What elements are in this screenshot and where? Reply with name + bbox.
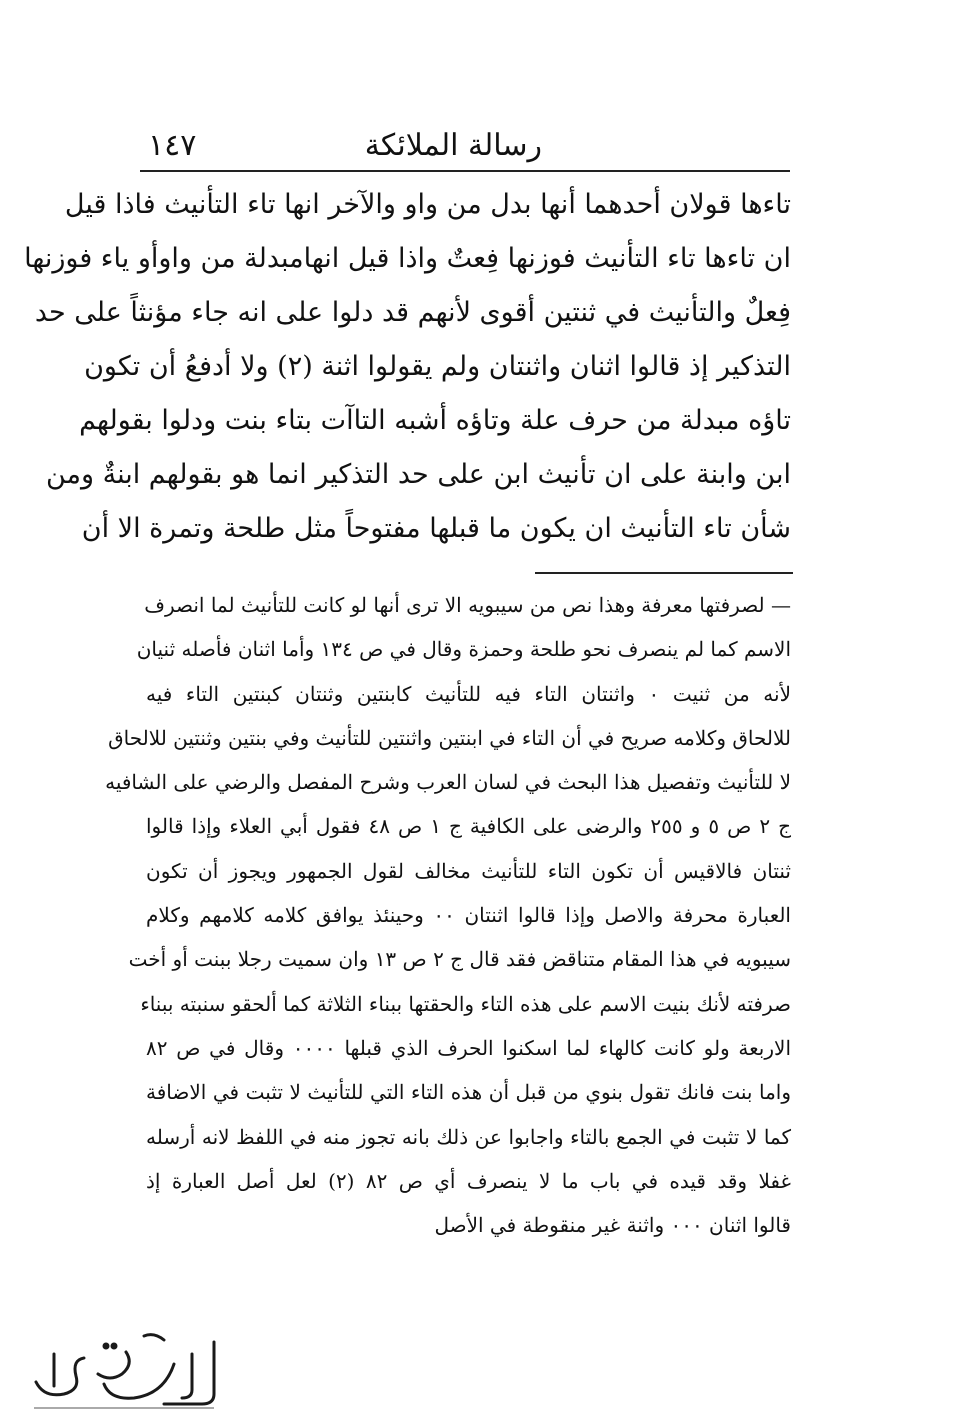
footnote-line: للالحاق وكلامه صريح في أن التاء في ابنتين واثنتين للتأنيث وفي بنتين وثنتين للالحاق xyxy=(108,725,791,750)
footnote-line: قالوا اثنان ٠٠٠ واثنة غير منقوطة في الأصل xyxy=(434,1213,791,1238)
running-title: رسالة الملائكة xyxy=(364,128,542,163)
calligraphy-stamp-logo xyxy=(14,1324,234,1414)
footnote-line: صرفته لأنك بنيت الاسم على هذه التاء والحقتها ببناء الثلاثة كما ألحقو سنبته ببناء xyxy=(140,991,791,1016)
header-rule xyxy=(140,170,790,172)
main-text-line: تاؤه مبدلة من حرف علة وتاؤه أشبه التاآت بتاء بنت ودلوا بقولهم xyxy=(79,405,791,436)
footnote-line: ج ٢ ص ٥ و ٢٥٥ والرضى على الكافية ج ١ ص ٤٨ فقول أبي العلاء وإذا قالوا xyxy=(146,814,792,839)
page-header xyxy=(140,126,790,172)
footnote-line: العبارة محرفة والاصل وإذا قالوا اثنتان ٠٠ وحينئذ يوافق كلامه كلامهم وكلام xyxy=(146,903,791,928)
footnote-line: واما بنت فانك تقول بنوي من قبل أن هذه التاء التي للتأنيث لا تثبت في الاضافة xyxy=(146,1080,791,1105)
footnote-line: لأنه من ثنيت ٠ واثنتان التاء فيه للتأنيث كابنتين وثنتان كبنتين التاء فيه xyxy=(146,681,791,706)
footnote-line: غفلا وقد قيده في باب ما لا ينصرف أي ص ٨٢ (٢) لعل أصل العبارة إذ xyxy=(146,1168,791,1193)
main-text-block xyxy=(24,178,791,556)
footnote-line: الاربعة ولو كانت كالهاء لما اسكنوا الحرف الذي قبلها ٠٠٠٠ وقال في ص ٨٢ xyxy=(146,1035,791,1060)
footnote-separator xyxy=(535,572,793,574)
main-text-line: تاءها قولان أحدهما أنها بدل من واو والآخر انها تاء التأنيث فاذا قيل xyxy=(64,189,791,220)
footnote-line: الاسم كما لم ينصرف نحو طلحة وحمزة وقال في ص ١٣٤ وأما اثنان فأصله ثنيان xyxy=(136,637,791,662)
main-text-line: ابن وابنة على ان تأنيث ابن على حد التذكير انما هو بقولهم ابنةٌ ومن xyxy=(45,459,791,490)
footnote-line: ثنتان فالاقيس أن تكون التاء للتأنيث مخالف لقول الجمهور ويجوز أن تكون xyxy=(146,858,791,883)
main-text-line: التذكير إذ قالوا اثنان واثنتان ولم يقولوا اثنة (٢) ولا أدفعُ أن تكون xyxy=(84,351,791,382)
footnote-line: سيبويه في هذا المقام متناقض فقد قال ج ٢ ص ١٣ وان سميت رجلا ببنت أو أخت xyxy=(128,947,791,972)
footnote-line: كما لا تثبت في الجمع بالتاء واجابوا عن ذلك بانه تجوز منه في اللفظ لانه أرسله xyxy=(146,1124,791,1149)
main-text-line: فِعلٌ والتأنيث في ثنتين أقوى لأنهم قد دلوا على انه جاء مؤنثاً على حد xyxy=(34,297,791,328)
main-text-line: شأن تاء التأنيث ان يكون ما قبلها مفتوحاً مثل طلحة وتمرة الا أن xyxy=(81,513,791,544)
footnotes-block xyxy=(105,583,792,1247)
footnote-line: — لصرفتها معرفة وهذا نص من سيبويه الا ترى أنها لو كانت للتأنيث لما انصرف xyxy=(144,593,791,617)
page-number: ١٤٧ xyxy=(148,128,197,163)
main-text-line: ان تاءها تاء التأنيث فوزنها فِعتٌ واذا قيل انهامبدلة من واوأو ياء فوزنها xyxy=(24,243,791,274)
footnote-line: لا للتأنيث وتفصيل هذا البحث في لسان العرب وشرح المفصل والرضي على الشافيه xyxy=(105,770,791,795)
